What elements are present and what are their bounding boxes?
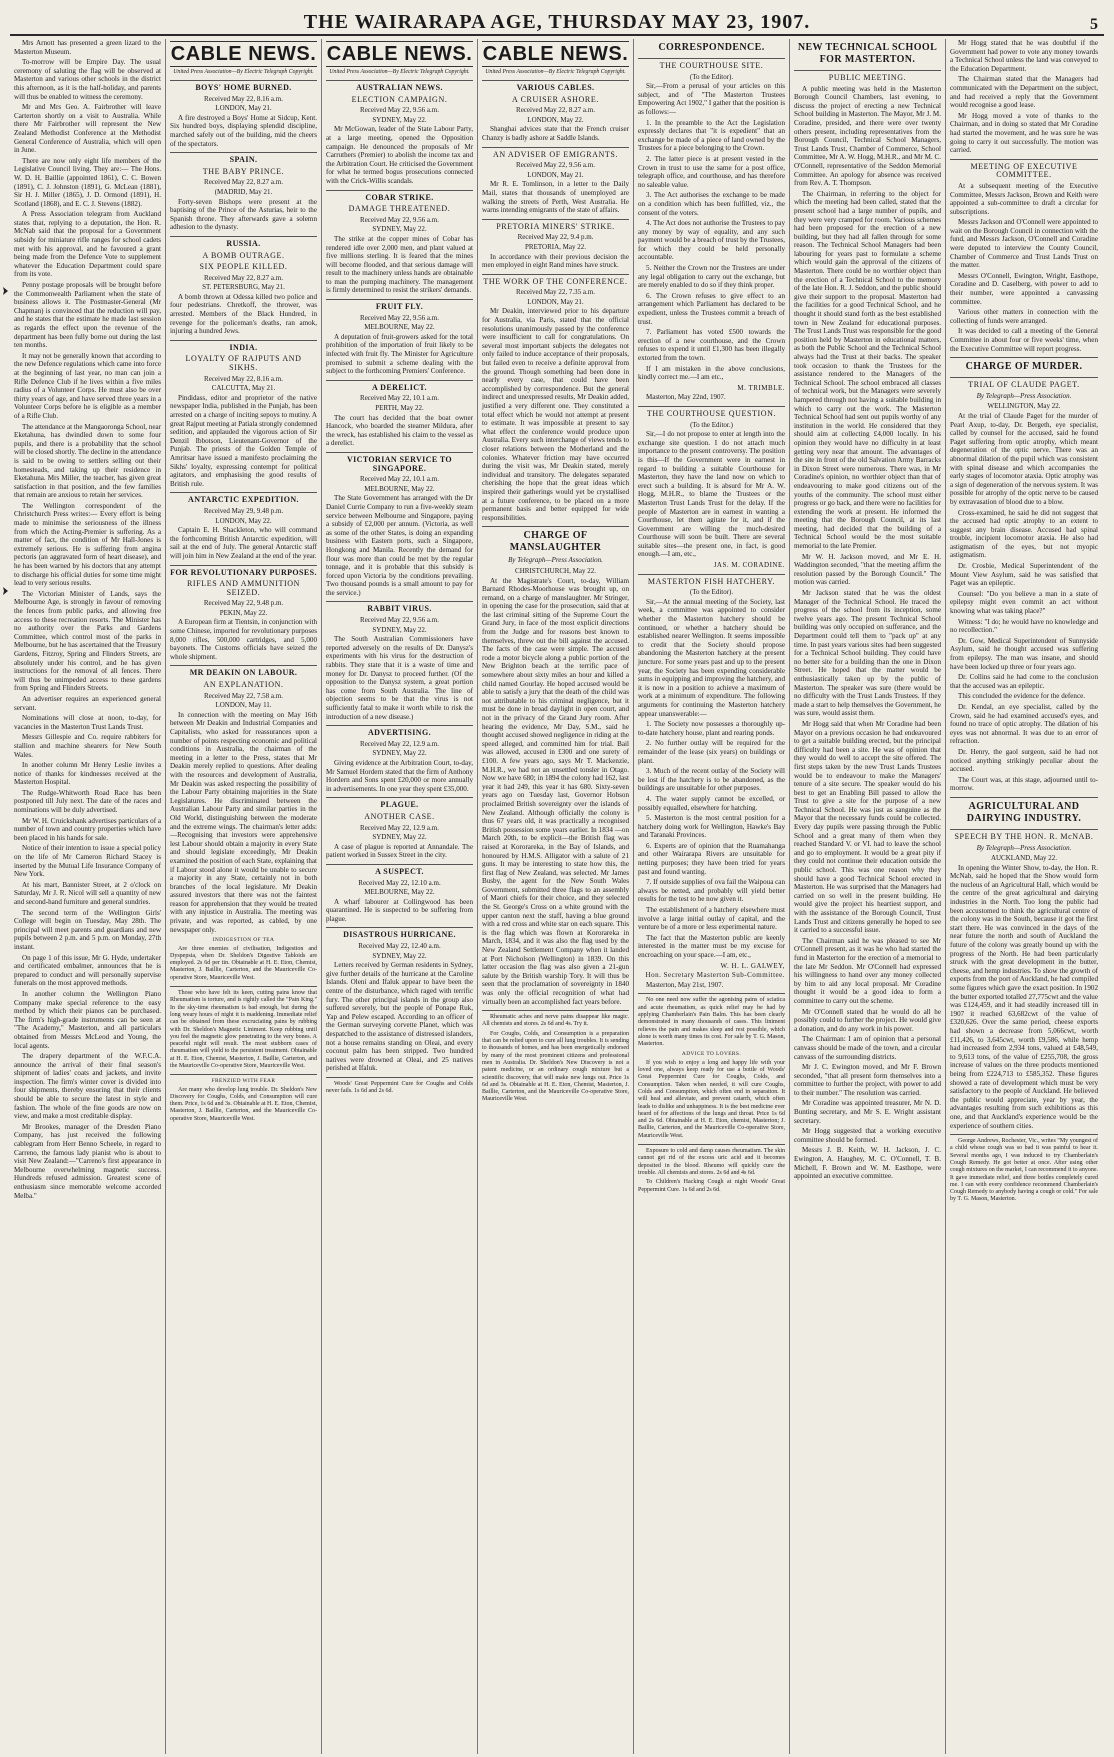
received-line: Received May 22, 8.16 a.m.	[204, 94, 283, 103]
news-paragraph: The Chairman said he was pleased to see Mr O'Connell present, as it was he who had started the fund in Masterton for the erection of a memorial to the late Mr Seddon. Mr O'Connell had expressed his willingness to hand over any money collected by him to aid any local proposal. Mr Coradine thought it would be a good idea to form a committee to carry out the scheme.	[794, 936, 941, 1005]
story-head: FOR REVOLUTIONARY PURPOSES.	[170, 567, 317, 577]
divider	[326, 797, 473, 798]
column-6	[790, 39, 946, 1754]
news-paragraph: At his mart, Bannister Street, at 2 o'clock on Saturday, Mr J. R. Nicol will sell a quantity of new and second-hand furniture and general sundries.	[14, 880, 161, 906]
story-head: BOYS' HOME BURNED.	[195, 83, 292, 92]
news-paragraph: In another column the Wellington Piano Company make special reference to the easy method by which their pianos can be purchased. The firm's high-grade instruments can be seen at "The Academy," Masterton, and all particulars obtained from Messrs McLeod and Young, the local agents.	[14, 989, 161, 1050]
story-head: PRETORIA MINERS' STRIKE.	[496, 221, 615, 231]
news-paragraph: Dr. Henry, the gaol surgeon, said he had not noticed anything strikingly peculiar about the accused.	[950, 747, 1098, 774]
ad-text: George Andrews, Rochester, Vic., writes "My youngest of a child whose cough was so bad it was painful to hear it. Several months ago, I was induced to try Chamberlain's Cough Remedy. He got better at once. After using other cough mixtures on the market, I can recommend it to anyone. It gave immediate relief, and three bottles completely cured me. I can with every confidence recommend Chamberlain's Cough Remedy to anybody having a cough or cold." For sale by T. G. Mason, Masterton.	[950, 1138, 1098, 1203]
correspondence-head: CORRESPONDENCE.	[658, 42, 765, 53]
story-head: DISASTROUS HURRICANE.	[343, 930, 456, 940]
agriculture-head: AGRICULTURAL AND DAIRYING INDUSTRY.	[966, 800, 1082, 824]
manslaughter-head: CHARGE OF MANSLAUGHTER	[509, 530, 602, 554]
story-head: RUSSIA.	[226, 238, 261, 248]
news-paragraph: The Victorian Minister of Lands, says the Melbourne Age, is strongly in favour of removing the fences from public parks, and allowing free access to these recreation resorts. The Minister has no authority over the Parks and Gardens Committee, which control most of the parks in Melbourne, but he has ascertained that the Treasury Gardens, Fitzroy, Spring and Flinders Streets, are absolutely under his control, and he has given instructions for the removal of all fences. There will thus be unimpeded access to these gardens from Spring and Flinders Streets.	[14, 589, 161, 693]
letter-paragraph: 4. The water supply cannot be excelled, or possibly equalled, elsewhere for hatching.	[638, 794, 785, 812]
story-text: A fire destroyed a Boys' Home at Sidcup, Kent. Six hundred boys, displaying splendid discipline, marched safely out of the building, mid the cheers of the spectators.	[170, 113, 317, 148]
story-text: Mr McGowan, leader of the State Labour Party, at a large meeting, opened the Opposition campaign. He denounced the proposals of Mr Carruthers (Premier) to abolish the income tax and the Arbitration Court. He criticised the Government for what he termed bogus prosecutions connected with the Crick-Willis scandals.	[326, 125, 473, 185]
masthead	[10, 6, 1104, 36]
letter-paragraph: The establishment of a hatchery elsewhere must involve a large initial outlay of capital, and the venture be of a more or less experimental nature.	[638, 906, 785, 932]
story-text: In accordance with their previous decision the men employed in eight Rand mines have struck.	[482, 252, 629, 270]
divider	[794, 70, 941, 71]
story-text: A case of plague is reported at Annandale. The patient worked in Sussex Street in the city.	[326, 842, 473, 860]
news-paragraph: The Chairman: I am of opinion that a personal canvass should be made of the town, and a circular canvass of the surrounding districts.	[794, 1035, 941, 1061]
story-text: The court has decided that the boat owner Hancock, who boarded the steamer Mildura, after the wreck, has established his claim to the vessel as a derelict.	[326, 413, 473, 448]
divider	[950, 797, 1098, 798]
story-text: Letters received by German residents in Sydney, give further details of the hurricane at the Caroline Islands. Oleni and Ifaluk appear to have been the centre of the disturbance, which raged with terrific fury. The other principal islands in the group also suffered severely, but the people of Ponape Ruk, Yap and Pelew escaped. According to an officer of the German surveying corvette Planet, which was despatched to the assistance of distressed islanders, not a house remains standing on Oleai, and every coconut palm has been stripped. Two hundred natives were drowned at Oleai, and 25 natives perished at Ifaluk.	[326, 961, 473, 1073]
divider	[170, 565, 317, 566]
signature: JAS. M. CORADINE.	[713, 561, 785, 570]
received-line: Received May 22, 12.10 a.m.	[358, 878, 441, 887]
letter-paragraph: 6. Experts are of opinion that the Ruamahanga and other Wairarapa Rivers are unsuitable for netting purposes; they have been tried for years past and found wanting.	[638, 841, 785, 876]
ad-text: Exposure to cold and damp causes rheumatism. The skin cannot get rid of the excess uric acid and it becomes deposited in the blood. Rheumo will quickly cure the trouble. All chemists and stores. 2s 6d and 4s 6d.	[638, 1148, 785, 1176]
news-paragraph: Messrs J. B. Keith, W. H. Jackson, J. C. Ewington, A. Haughey, M. C. O'Connell, T. B. Michell, F. Brown and W. M. Easthope, were appointed an executive committee.	[794, 1146, 941, 1181]
divider	[170, 340, 317, 341]
received-line: Received May 22, 10.1 a.m.	[360, 394, 439, 403]
columns	[10, 39, 1104, 1754]
ad-text: Those who have felt its keen, cutting pains know that Rheumatism is torture, and is rightly called the "Pain King." In the sky-time rheumatism is bad enough, but during the long weary hours of night it is maddening. Immediate relief can be obtained from these excruciating pains by rubbing with Dr. Sheldon's Magnetic Liniment. Keep rubbing until you feel the magnetic glow penetrating to the very bones. A peaceful night will result. The most stubborn cases of rheumatism will yield to the persistent treatment. Obtainable at H. E. Eton, Chemist, Masterton, J. Baillie, Carterton, and the Mauriceville Co-operative Store, Mauriceville West.	[170, 990, 317, 1069]
news-paragraph: It may not be generally known that according to the new Defence regulations which came into force at the beginning of last year, no man can join a Rifle Defence Club if he lives within a five miles radius of a Volunteer Corps. He must also be over thirty years of age, and have served three years in a Volunteer Corps before he is eligible as a member of a Rifle Club.	[14, 351, 161, 420]
divider	[326, 927, 473, 928]
news-paragraph: Mr Hogg stated that he was doubtful if the Government had power to vote any money towards a Technical School unless the land was conveyed to the Education Department.	[950, 39, 1098, 73]
press-association-line: United Press Association—By Electric Telegraph Copyright.	[173, 69, 314, 75]
letter-paragraph: 4. The Act does not authorise the Trustees to pay any money by way of equality, and any such payment would be a breach of trust by the Trustees, for which they could be held personally accountable.	[638, 219, 785, 262]
letter-paragraph: Sir,—I do not propose to enter at length into the exchange site question. I do not attach much importance to the present controversy. The position is this—If the Government were in earnest in regard to building a suitable Courthouse for Masterton, they have the land now on which to erect such a building. It is absurd for Mr A. W. Hogg, M.H.R., to blame the Trustees or the Masterton Trust Lands Trust for the delay. If the people of Masterton are in earnest in wanting a Courthouse, let them agitate for it, and if the Government are willing the much-desired Courthouse will soon be built. There are several suitable sites—the present one, in fact, is good enough.—I am, etc.,	[638, 430, 785, 559]
story-text: A European firm at Tientsin, in conjunction with some Chinese, imported for revolutionary purposes 8,000 rifles, 500,000 cartridges, and 5,000 bayonets. The Customs officials have seized the whole shipment.	[170, 618, 317, 661]
news-paragraph: To-morrow will be Empire Day. The usual ceremony of saluting the flag will be observed at Masterton and various other schools in the district this afternoon, as it is the half-holiday, and parents will thus be enabled to witness the ceremony.	[14, 58, 161, 101]
divider	[326, 725, 473, 726]
story-head: A SUSPECT.	[375, 866, 424, 876]
divider	[482, 526, 629, 527]
divider	[326, 380, 473, 381]
news-paragraph: The Wellington correspondent of the Christchurch Press writes:— Every effort is being made to minimise the seriousness of the illness from which the Acting-Premier is suffering. As a matter of fact, the condition of Mr Hall-Jones is extremely serious. He is suffering from angina pectoris (an aggravated form of heart disease), and he has been warned by his doctors that any attempt to discharge his official duties for some time might lead to very serious results.	[14, 501, 161, 588]
ad-text: Rheumatic aches and nerve pains disappear like magic. All chemists and stores. 2s 6d and 4s. Try it.	[482, 1014, 629, 1028]
dateline: PRETORIA, May 22.	[525, 242, 586, 251]
news-paragraph: The Rudge-Whitworth Road Race has been postponed till July next. The date of the races and nominations will be duly advertised.	[14, 788, 161, 815]
story-subhead: ELECTION CAMPAIGN.	[351, 94, 448, 104]
ad-head: INDIGESTION OF TEA	[212, 937, 275, 944]
story-head: THE WORK OF THE CONFERENCE.	[483, 276, 628, 286]
letter-paragraph: 2. No further outlay will be required for the remainder of the lease (six years) on buildings or plant.	[638, 739, 785, 765]
news-paragraph: Mr W. H. Jackson moved, and Mr E. H. Waddington seconded, "that the meeting affirm the resolution passed by the Borough Council." The motion was carried.	[794, 552, 941, 587]
dateline: MELBOURNE, May 22.	[364, 888, 435, 897]
divider	[326, 601, 473, 602]
news-paragraph: It was decided to call a meeting of the General Committee in about four or five weeks' time, when the Executive Committee will report progress.	[950, 327, 1098, 353]
signature: W. H. L. GALWEY,	[720, 961, 785, 970]
story-head: PLAGUE.	[380, 800, 419, 810]
story-head: AN ADVISER OF EMIGRANTS.	[492, 149, 619, 159]
received-line: Received May 22, 12.40 a.m.	[358, 942, 441, 951]
letter-paragraph: If I am mistaken in the above conclusions, kindly correct me.—I am etc.,	[638, 364, 785, 382]
divider	[482, 274, 629, 275]
advertisement	[170, 937, 317, 1123]
news-paragraph: Mr Jackson stated that he was the oldest Manager of the Technical School. He traced the progress of the school from its inception, some twelve years ago. The present Technical School building was only occupied on sufferance, and the Department could tell them to "pack up" at any time. In past years various sites had been suggested for a Technical School building. They could have no better site for a building than the one in Dixon Street. He hoped that the matter would be enthusiastically taken up by the public of Masterton. The speaker was sure (there would be no difficulty with the Trust Lands Trustees. If they made a start to help themselves the Government, he was sure, would assist them.	[794, 589, 941, 718]
dateline: LONDON, May 21.	[527, 170, 584, 179]
dateline: SYDNEY, May 22.	[372, 225, 427, 234]
ad-text: For Coughs, Colds, and Consumption is a preparation that can be relied upon to cure all lung troubles. It is sending to thousands of homes, and has been energetically endorsed by many of the most prominent citizens and professional men in Australia. Dr. Sheldon's New Discovery is not a patent medicine, or an ordinary cough mixture but a scientific discovery, that will make new lungs out. Price 1s 6d and 3s. Obtainable at H. E. Eton, Chemist, Masterton, J. Baillie, Carterton, and the Mauriceville Co-operative Store, Mauriceville West.	[482, 1030, 629, 1103]
divider	[950, 159, 1098, 160]
story-text: The State Government has arranged with the Dr Daniel Currie Company to run a five-weekly steam service between Melbourne and Singapore, paying a subsidy of £2,000 per annum. (Victoria, as well as some of the other States, is doing an expanding business with Eastern ports, such a Singapore, Hongkong and Manila. Recently the demand for flour was more than could be met by the regular tonnage, and it is probable that this subsidy is forced upon Victoria by the conditions prevailing. Two thousand pounds is a small amount to pay for the service.)	[326, 494, 473, 597]
cable-news-banner: CABLE NEWS.	[482, 43, 629, 65]
story-text: The South Australian Commissioners have reported adversely on the results of Dr. Danysz's experiments with his virus for the destruction of rabbits. They state that it is a waste of time and money for Dr. Danysz to proceed further. (Of the opposition to the Danysz system, a great portion has come from South Australia. The line of objection seems to be that the virus is not sufficiently fatal to make it worth while to risk the introduction of a new disease.)	[326, 635, 473, 721]
news-paragraph: Dr. Crosbie, Medical Superintendent of the Mount View Asylum, said he was satisfied that Paget was an epileptic.	[950, 562, 1098, 588]
received-line: Received May 22, 9.56 a.m.	[360, 106, 439, 115]
ad-text: Woods' Great Peppermint Cure for Coughs and Colds never fails. 1s 6d and 2s 6d.	[326, 1080, 473, 1095]
news-paragraph: Various other matters in connection with the collecting of funds were arranged.	[950, 308, 1098, 325]
news-paragraph: Mr Coradine was appointed treasurer, Mr N. D. Bunting secretary, and Mr S. E. Wright assistant secretary.	[794, 1099, 941, 1125]
dateline: MELBOURNE, May 22.	[364, 323, 435, 332]
news-paragraph: Mr O'Connell stated that he would do all he possibly could to further the project. He would give a donation, and do any work in his power.	[794, 1007, 941, 1033]
news-paragraph: Messrs Jackson and O'Connell were appointed to wait on the Borough Council in connection with the fund, and Messrs Jackson, O'Connell and Coradine were deputed to interview the County Council, Chamber of Commerce and Trust Lands Trust on the matter.	[950, 218, 1098, 270]
story-subhead: RIFLES AND AMMUNITION SEIZED.	[186, 579, 301, 597]
dateline: SYDNEY, May 22.	[372, 625, 427, 634]
story-head: RABBIT VIRUS.	[367, 604, 432, 614]
story-subhead: SIX PEOPLE KILLED.	[199, 262, 288, 272]
news-paragraph: A Press Association telegram from Auckland states that, replying to a deputation, the Hon. R. McNab said that the proposal for a Government subsidy for miniature rifle ranges for school cadets met with his approval, and he favoured a grant being made from the Defence Vote to supplement whatever the Education Department could spare from its vote.	[14, 210, 161, 279]
ad-text: No one need now suffer the agonising pains of sciatica and acute rheumatism, as quick relief may be had by applying Chamberlain's Pain Balm. This has been clearly demonstrated in many thousands of cases. This liniment relieves the pain and makes sleep and rest possible, which alone is worth many times its cost. For sale by T. G. Mason, Masterton.	[638, 997, 785, 1048]
divider	[326, 452, 473, 453]
news-paragraph: Mr Brookes, manager of the Dresden Piano Company, has just received the following cablegram from Herr Benno Scheele, in regard to Carreno, the famous lady pianist who is about to visit New Zealand:—"Carreno's first appearance in Melbourne overwhelming magnetic success. Hundreds refused admission. Greatest scene of enthusiasm since memorable welcome accorded Melba."	[14, 1122, 161, 1200]
masthead-title: THE WAIRARAPA AGE, THURSDAY MAY 23, 1907.	[303, 11, 811, 33]
news-paragraph: Mr Hogg moved a vote of thanks to the Chairman, and in doing so stated that Mr Coradine had started the movement, and he was sure he was going to carry it out successfully. The motion was carried.	[950, 111, 1098, 155]
story-subhead: TRIAL OF CLAUDE PAGET.	[968, 380, 1080, 390]
letter-title: THE COURTHOUSE QUESTION.	[646, 408, 777, 418]
divider	[170, 665, 317, 666]
story-subhead: A BOMB OUTRAGE.	[202, 250, 285, 260]
murder-head: CHARGE OF MURDER.	[965, 361, 1083, 373]
letter-paragraph: 3. Much of the recent outlay of the Society will be lost if the hatchery is to be abandoned, as the buildings are unsuitable for other purposes.	[638, 767, 785, 793]
ad-head: FRENZIED WITH FEAR	[211, 1078, 276, 1085]
received-line: Received May 22, 7.35 a.m.	[516, 288, 595, 297]
story-text: Captain E. H. Shackleton, who will command the forthcoming British Antarctic expedition, will sail at the end of July. The general Antarctic staff will join him in New Zealand at the end of the year.	[170, 526, 317, 560]
news-paragraph: At the trial of Claude Paget for the murder of Pearl Axup, to-day, Dr. Bergeth, eye specialist, called by counsel for the accused, said he found Paget suffering from optic atrophy, which meant degeneration of the optic nerve. There was an abnormal dilation of the pupil which was consistent with spinal disease and which accompanies the early stages of locomotor ataxia. Optic atrophy was a sign of degeneration of the nervous system. It was possible for atrophy of the optic nerve to be caused by extravasation of blood due to a blow.	[950, 411, 1098, 506]
story-text: Mr R. E. Tomlinson, in a letter to the Daily Mail, states that thousands of unemployed are walking the streets of Perth, West Australia. He warns intending emigrants of the state of affairs.	[482, 180, 629, 215]
divider	[638, 574, 785, 575]
letter-date: Masterton, May 21st, 1907.	[646, 980, 724, 989]
letter-paragraph: Sir,—At the annual meeting of the Society, last week, a committee was appointed to consider whether the Masterton hatchery should be continued, or whether a hatchery should be established nearer Wellington. It seems impossible to credit that the Society should propose abandoning the Masterton hatchery at the present juncture. For some years past and up to the present year, the Society has been expending considerable sums in equipping and improving the hatchery, and it is now in a position to achieve a maximum of work at a minimum of expenditure. The following arguments for continuing the Masterton hatchery appear unanswerable:—	[638, 597, 785, 718]
letter-title: THE COURTHOUSE SITE.	[659, 61, 764, 70]
story-subhead: ANOTHER CASE.	[364, 811, 435, 821]
ad-head: ADVICE TO LOVERS.	[681, 1051, 742, 1058]
dateline: SYDNEY, May 22.	[372, 833, 427, 842]
column-7	[946, 39, 1102, 1754]
dateline: SYDNEY, May 22.	[372, 951, 427, 960]
editor-line: (To the Editor.)	[690, 420, 733, 429]
news-paragraph: Mr W. H. Cruickshank advertises particulars of a number of town and country properties which have been placed in his hands for sale.	[14, 816, 161, 842]
divider	[170, 152, 317, 153]
news-paragraph: Nominations will close at noon, to-day, for vacancies in the Masterton Trust Lands Trust.	[14, 714, 161, 731]
news-paragraph: The Court was, at this stage, adjourned until to-morrow.	[950, 775, 1098, 793]
news-paragraph: In another column Mr Henry Leslie invites a notice of thanks for kindnesses received at the Masterton Hospital.	[14, 761, 161, 787]
ad-text: To Children's Hacking Cough at night Woods' Great Peppermint Cure. 1s 6d and 2s 6d.	[638, 1179, 785, 1193]
divider	[482, 1010, 629, 1011]
ad-text: Are many who develop lung trouble. Dr. Sheldon's New Discovery for Coughs, Colds, and Consumption will cure them. Price, 1s 6d and 3s. Obtainable at H. E. Eton, Chemist, Masterton, J. Baillie, Carterton, and the Mauriceville Co-operative Store, Mauriceville West.	[170, 1086, 317, 1122]
dateline: LONDON, May 11.	[215, 701, 272, 710]
signature: M. TRIMBLE.	[737, 383, 785, 392]
received-line: Received May 22, 10.1 a.m.	[360, 475, 439, 484]
story-head: A DERELICT.	[372, 382, 427, 392]
divider	[326, 190, 473, 191]
received-line: Received May 22, 9.56 a.m.	[360, 215, 439, 224]
story-text: A bomb thrown at Odessa killed two police and four pedestrians. Chretkoff, the thrower, was arrested. Members of the Black Hundred, in revenge for the policeman's deaths, ran amok, injuring a hundred Jews.	[170, 292, 317, 336]
news-paragraph: Penny postage proposals will be brought before the Commonwealth Parliament when the state of business allows it. The Postmaster-General (Mr Chapman) is convinced that the reduction will pay, and he states that the estimate he made last session as regards the effect upon the revenue of the department has been fully borne out during the last ten months.	[14, 281, 161, 350]
letter-paragraph: 1. The Society now possesses a thoroughly up-to-date hatchery house, plant and rearing ponds.	[638, 720, 785, 737]
advertisement	[638, 997, 785, 1193]
divider	[638, 58, 785, 59]
received-line: Received May 22, 9.4 p.m.	[517, 233, 594, 242]
news-paragraph: In opening the Winter Show, to-day, the Hon. R. McNab, said he hoped that the Show would form the nucleus of an Agricultural Hall, which would be the centre of the great agricultural and dairying industries in the North. Too long the public had been accustomed to think the agricultural centre of the colony was in the South, because it got the first start there. He was convinced in the days of the near future the north and south of Auckland the future of the colony was greatly bound up with the progress of the North. He had been particularly struck with the great development in the butter, cheese, and hemp industries. To show the growth of exports from the port of Auckland, he had compiled some figures which gave the exact position. In 1902 the butter exported totalled 27,775cwt and the value was £124,459, and it had steadily increased till in 1907 it reached 63,682cwt of the value of £320,626. Over the same period, cheese exports had shown a decrease from 5,066cwt, worth £11,426, to 3,645cwt, worth £9,586, while hemp had increased from 2,934 tons, valued at £48,549, to 9,613 tons, of the value of £255,708, the gross increase of values on the three products mentioned being from £224,713 to £585,352. These figures showed a rate of development which must be very satisfactory to the people of Auckland. He believed the public would appreciate, year by year, the advantages resulting from such exhibitions as this one, and that Auckland's experience would be the experience of southern cities.	[950, 863, 1098, 1130]
received-line: Received May 22, 8.27 a.m.	[516, 106, 595, 115]
story-head: VICTORIAN SERVICE TO SINGAPORE.	[346, 454, 453, 473]
letter-paragraph: 6. The Crown refuses to give effect to an arrangement which Parliament has declared to be expedient, unless the Trustees commit a breach of trust.	[638, 291, 785, 326]
story-head: MR DEAKIN ON LABOUR.	[189, 668, 298, 678]
story-text: A deputation of fruit-growers asked for the total prohibition of the importation of fruit likely to be infected with fruit fly. The Minister for Agriculture promised to submit a scheme dealing with the subject to the forthcoming Premiers' Conference.	[326, 332, 473, 376]
story-head: FRUIT FLY.	[375, 302, 424, 312]
news-paragraph: Mr and Mrs Geo. A. Fairbrother will leave Carterton shortly on a visit to Australia. While there Mr Fairbrother will represent the New Zealand Methodist Conference at the Methodist General Conference of Australia, which will open in June.	[14, 103, 161, 155]
story-head: AUSTRALIAN NEWS.	[356, 83, 443, 92]
divider	[170, 236, 317, 237]
cable-news-banner: CABLE NEWS.	[170, 43, 317, 65]
story-head: COBAR STRIKE.	[365, 192, 434, 202]
received-line: Received May 22, 8.27 a.m.	[204, 273, 283, 282]
dateline: WELLINGTON, May 22.	[987, 402, 1061, 411]
divider	[638, 406, 785, 407]
story-subhead: LOYALTY OF RAJPUTS AND SIKHS.	[185, 354, 302, 373]
news-paragraph: Cross-examined, he said he did not suggest that the accused had optic atrophy to an extent to suggest any brain disease. Accused had spinal trouble, incipient locomotor ataxia. He also had astigmatism of the eyes, but not myopic astigmatism.	[950, 508, 1098, 560]
received-line: Received May 22, 7.58 a.m.	[204, 691, 283, 700]
dateline: LONDON, May 21.	[215, 104, 272, 113]
divider	[482, 147, 629, 148]
dateline: SYDNEY, May 22.	[372, 115, 427, 124]
news-paragraph: Mr Hogg suggested that a working executive committee should be formed.	[794, 1127, 941, 1144]
editor-line: (To the Editor).	[689, 588, 734, 597]
letter-paragraph: 3. The Act authorises the exchange to be made on a condition which has been fulfilled, viz., the consent of the voters.	[638, 191, 785, 217]
signature-title: Hon. Secretary Masterton Sub-Committee.	[645, 971, 785, 980]
received-line: Received May 22, 12.9 a.m.	[360, 739, 439, 748]
dateline: MELBOURNE, May 22.	[364, 484, 435, 493]
story-text: Giving evidence at the Arbitration Court, to-day, Mr Samuel Hordern stated that the firm of Anthony Hordern and Sons spent £20,000 or more annually in advertisements. In one year they spent £35,000.	[326, 758, 473, 793]
divider	[326, 1077, 473, 1078]
page-number: 5	[1090, 16, 1098, 33]
column-4	[478, 39, 634, 1754]
column-5	[634, 39, 790, 1754]
news-paragraph: Messrs Gillespie and Co. require rabbiters for stallion and machine shearers for New South Wales.	[14, 733, 161, 759]
ad-text: Are three enemies of civilisation, Indigestion and Dyspepsia, when Dr. Sheldon's Digestive Tabloids are employed. 2s 6d per tin. Obtainable at H. E. Eton, Chemist, Masterton, J. Baillie, Carterton, and the Mauriceville Co-operative Store, Mauriceville West.	[170, 945, 317, 981]
news-paragraph: Notice of their intention to issue a special policy on the life of Mr Cameron Richard Stacey is inserted by the Mutual Life Insurance Company of New York.	[14, 844, 161, 879]
letter-paragraph: 5. Masterton is the most central position for a hatchery doing work for Wellington, Hawke's Bay and Taranaki Provinces.	[638, 814, 785, 840]
byline: By Telegraph—Press Association.	[508, 556, 603, 565]
received-line: Received May 22, 8.27 a.m.	[204, 178, 283, 187]
letter-paragraph: Sir,—From a perusal of your articles on this subject, and of "The Masterton Trustees Empowering Act 1902," I gather that the position is as follows:—	[638, 82, 785, 116]
received-line: Received May 22, 9.56 a.m.	[360, 313, 439, 322]
dateline: CALCUTTA, May 21.	[211, 384, 276, 393]
letter-paragraph: 2. The latter piece is at present vested in the Crown in trust to use the same for a post office, telegraph office, and courthouse, and has therefore no saleable value.	[638, 154, 785, 189]
dateline: CHRISTCHURCH, May 22.	[515, 566, 596, 575]
story-text: At the Magistrate's Court, to-day, William Barnard Rhodes-Moorhouse was brought up, on remand, on a charge of manslaughter. Mr Stringer, in opening the case for the prosecution, said that at the last criminal sitting of the Supreme Court the Grand Jury, in face of the most explicit directions from the Judge and for reasons best known to themselves, threw out the bill against the accused. The facts of the case were simple. The accused rode a motor bicycle along a public portion of the New Brighton beach at the terrific pace of somewhere about sixty miles an hour and killed a child named Gourlay. He hoped accused would be able to satisfy a jury that the death of the child was not attributable to his criminal negligence, but it must be done in broad daylight in open court, and not in the privacy of the Grand Jury room. After hearing the evidence, Mr Day, S.M., said he thought accused showed negligence in riding at the speed alleged, and committed him for trial. Bail was allowed, accused in £300 and one surety of £100. A few years ago, says Mr T. Mackenzie, M.H.R., we had not an unsettled tonsler in Otago. Now we have 680; in 1894 the colony had 162, last year it had 249, this year it has 680. Sixty-seven years ago on Tuesday last, Governor Hobson proclaimed British sovereignty over the islands of New Zealand. Although officially the colony is thus 67 years old, it was practically a recognised British possession some years earlier. In 1834 —on March 20th, to be explicit—the British flag was raised at Kororareka, in the Bay of Islands, and honoured by H.M.S. Alligator with a salute of 21 guns. It may be interesting to state how this, the first flag of New Zealand, was selected. Mr James Busby, the agent for the New South Wales Government, submitted three flags to an assembly of Maori chiefs for their choice, and they selected the St. George's Cross on a white ground with the upper canton next the staff, having a blue ground with a red cross and white star on each square. This is the flag which was flown at Kororareka in March, 1834, and it was also the flag used by the New Zealand Settlement Company when it landed at Port Nicholson (Wellington) in 1839. On this latter occasion the flag was also given a 21-gun salute by the British warship Tory. It will thus be seen that the proclamation of sovereignty in 1840 was only the official recognition of what had virtually been an accomplished fact years before.	[482, 576, 629, 1006]
byline: By Telegraph—Press Association.	[976, 391, 1072, 400]
divider	[638, 1144, 785, 1145]
dateline: AUCKLAND, May 22.	[990, 854, 1058, 863]
press-association-line: United Press Association—By Electric Telegraph Copyright.	[485, 69, 626, 75]
dateline: LONDON, May 22.	[527, 115, 584, 124]
story-head: ANTARCTIC EXPEDITION.	[188, 495, 299, 505]
story-subhead: AN EXPLANATION.	[203, 680, 284, 690]
letter-paragraph: 7. Parliament has voted £500 towards the erection of a new courthouse, and the Crown refuses to expend it until £1,300 has been illegally extorted from the town.	[638, 328, 785, 362]
divider	[950, 1134, 1098, 1135]
news-paragraph: Dr. Collins said he had come to the conclusion that the accused was an epileptic.	[950, 673, 1098, 690]
divider	[326, 80, 473, 81]
story-subhead: PUBLIC MEETING.	[828, 73, 907, 82]
column-2	[166, 39, 322, 1754]
story-text: A wharf labourer at Collingwood has been quarantined. He is suspected to be suffering from plague.	[326, 897, 473, 923]
received-line: Received May 22, 12.9 a.m.	[360, 823, 439, 832]
pointing-hand-icon	[2, 286, 9, 296]
received-line: Received May 22, 9.48 p.m.	[203, 599, 284, 608]
story-head: SPAIN.	[229, 155, 258, 165]
divider	[170, 492, 317, 493]
letter-paragraph: 5. Neither the Crown nor the Trustees are under any legal obligation to carry out the exchange, but are merely enabled to do so if they think proper.	[638, 264, 785, 290]
dateline: PERTH, May 22.	[375, 404, 424, 412]
story-text: Pindidass, editor and proprietor of the native newspaper India, published in the Punjab, has been arrested on a charge of inciting sepoys to mutiny. A great Rajput meeting at Patiala strongly condemned sedition, and applauded the vigorous action of Sir Denzil Ibbotson, Lieutenant-Governor of the Punjab. The priests of the Golden Temple of Amritsar have issued a manifesto proclaiming the Sikhs' loyalty, expressing contempt for political agitators, and emphasising the good results of British rule.	[170, 393, 317, 488]
story-text: The strike at the copper mines of Cobar has rendered idle over 2,000 men, and plant valued at five millions sterling. It is feared that the mines will become flooded, and that serious damage will result to the machinery unless hands are obtainable to man the pumping machinery. The management is firmly determined to resist the strikers' demands.	[326, 234, 473, 295]
dateline: PEKIN, May 22.	[219, 608, 268, 617]
news-paragraph: Messrs O'Connell, Ewington, Wright, Easthope, Coradine and D. Caselberg, with power to add to their number, were appointed a canvassing committee.	[950, 271, 1098, 306]
story-subhead: THE BABY PRINCE.	[202, 166, 285, 176]
news-paragraph: Counsel: "Do you believe a man in a state of epilepsy might even commit an act without knowing what was taking place?"	[950, 589, 1098, 616]
news-paragraph: This concluded the evidence for the defence.	[958, 692, 1086, 701]
received-line: Received May 22, 9.56 a.m.	[516, 161, 595, 170]
letter-paragraph: 7. If outside supplies of ova fail the Waipoua can always be netted, and probably will yield better results for the test to be now given it.	[638, 878, 785, 904]
news-paragraph: Dr. Gow, Medical Superintendent of Sunnyside Asylum, said he thought accused was suffering from epilepsy. The man was insane, and should have been locked up three or four years ago.	[950, 636, 1098, 671]
letter-paragraph: 1. In the preamble to the Act the Legislation expressly declares that "it is expedient" that an exchange be made of a piece of land owned by the Trustees for a piece belonging to the Crown.	[638, 118, 785, 153]
news-paragraph: The Chairman, in referring to the object for which the meeting had been called, stated that the present school had a large number of pupils, and they were very cramped for room. Various schemes had been proposed for the erection of a new building, but they had all fallen through for some reason. The Technical School Managers had been labouring for years past to formulate a scheme which would gain the approval of the citizens of Masterton. There could be no worthier object than the erection of a Technical School to the memory of the late Hon. R. J. Seddon, and the public should give their support to the proposal. Masterton had the facilities for a good Technical School, and he thought it should stand forth as the best established town in New Zealand for educational purposes. The Trust Lands Trust was responsible for the good position held by Masterton in educational matters, as both the Public School and the Technical School always had the Trust at their backs. The speaker took occasion to thank the Trustees for the assistance rendered to the Managers of the Technical School. The school embraced all classes of technical work, but the Managers were severely hampered through not having a suitable building in which to carry out the work. The Masterton Technical School had sent out pupils worthy of any institution in the world. He considered that they should aim at collecting £4,000 locally. In his opinion they would have no difficulty in at least getting very near that amount. The advantages of the site in front of the old Salvation Army Barracks in Dixon Street were numerous. There was, in Mr Coradine's opinion, no worthier object than that of endeavouring to make good citizens out of the youths of the community. The school must either progress or go back, and there were no facilities for extending the work at present. He informed the meeting that the Borough Council, at its last meeting, had decided that the building of a Technical School would be the most suitable memorial to the late Premier.	[794, 189, 941, 551]
divider	[950, 377, 1098, 378]
story-subhead: SPEECH BY THE HON. R. McNAB.	[954, 831, 1094, 841]
story-text: Mr Deakin, interviewed prior to his departure for Australia, via Paris, stated that the official resolutions unanimously passed by the conference were insufficient to call for congratulations. On several most important subjects the delegates not only failed to induce acceptance of their proposals, but failed even to receive a definite approval from the ground. Though something had been done in nearly every case, that could have been accomplished by correspondence. But the general indirect and unexpressed results, Mr Deakin added, justified a very different one. They constituted a total effect which he would not attempt at present to estimate. It was impossible at present to say what effect the conference would produce upon Australia. Every such interchange of views tends to closer relations between the Motherland and the colonies. Whatever friction may have occurred during the visit was, Mr Deakin stated, merely individual and transitory. The delegates separated cherishing the hope that the great ideas which inspired their gatherings would yet be crystallised at a future conference, to be placed on a more permanent basis and better equipped for wide responsibilities.	[482, 307, 629, 522]
divider	[170, 80, 317, 81]
news-paragraph: Mrs Arnott has presented a green lizard to the Masterton Museum.	[14, 39, 161, 56]
news-paragraph: The attendance at the Mangaoronga School, near Eketahuna, has dwindled down to some four pupils, and there is a probability that the school will be closed shortly. The decline in the attendance is said to be owing to settlers selling out their homesteads, and taking up their residence in Eketahuna. Mrs Miller, the teacher, has given great satisfaction in that position, and the few families that remain are anxious to retain her services.	[14, 422, 161, 500]
story-subhead: A CRUISER ASHORE.	[512, 94, 599, 104]
news-paragraph: A public meeting was held in the Masterton Borough Council Chambers, last evening, to discuss the project of erecting a new Technical School building in Masterton. The Mayor, Mr J. M. Coradine, presided, and there were over twenty others present, including representatives from the Borough Council, Technical School Managers, Trust Lands Trust, Chamber of Commerce, School Committee, Mr A. W. Hogg, M.H.R., and Mr M. C. O'Connell, representative of the Seddon Memorial Committee. An apology for absence was received from Rev. A. T. Thompson.	[794, 84, 941, 188]
editor-line: (To the Editor).	[689, 72, 734, 81]
dateline: SYDNEY, May 22.	[372, 749, 427, 758]
ad-text: If you wish to enjoy a long and happy life with your loved one, always keep ready for use a bottle of Woods' Great Peppermint Cure for Coughs, Colds, and Consumption. Taken when needed, it will cure Coughs, Colds and Consumption, which often end in separation. It will heal and alleviate, and prevent catarrh, which often leads to dislike and unhappiness. It is the best medicine ever heard of for affections of the lungs and throat. Price 1s 6d and 2s 6d. Obtainable at H. E. Eton, chemist, Masterton; J. Baillie, Carterton, and the Mauriceville Co-operative Store, Mauriceville West.	[638, 1059, 785, 1139]
received-line: Received May 22, 8.16 a.m.	[204, 374, 283, 383]
divider	[950, 829, 1098, 830]
divider	[170, 1074, 317, 1075]
divider	[326, 299, 473, 300]
letter-title: MASTERTON FISH HATCHERY.	[647, 576, 776, 586]
divider	[638, 993, 785, 994]
story-subhead: MEETING OF EXECUTIVE COMMITTEE.	[970, 161, 1078, 180]
column-1	[10, 39, 166, 1754]
story-head: ADVERTISING.	[368, 728, 431, 738]
dateline: LONDON, May 21.	[527, 297, 584, 306]
dateline: LONDON, May 22.	[215, 516, 272, 525]
dateline: (MADRID, May 21.	[214, 187, 273, 196]
byline: By Telegraph—Press Association.	[976, 843, 1072, 852]
news-paragraph: An advertiser requires an experienced general servant.	[14, 694, 161, 712]
divider	[170, 986, 317, 987]
story-subhead: DAMAGE THREATENED.	[348, 204, 451, 214]
divider	[326, 864, 473, 865]
technical-school-head: NEW TECHNICAL SCHOOL FOR MASTERTON.	[797, 42, 938, 65]
divider	[950, 357, 1098, 358]
received-line: Received May 22, 9.56 a.m.	[360, 616, 439, 625]
letter-paragraph: The fact that the Masterton public are keenly interested in the matter must be my excuse for encroaching on your space.—I am, etc.,	[638, 933, 785, 959]
story-head: VARIOUS CABLES.	[516, 83, 595, 92]
dateline: ST. PETERSBURG, May 21.	[202, 283, 285, 292]
news-paragraph: The drapery department of the W.F.C.A. announce the arrival of their final season's shipment of ladies' coats and jackets, and invite inspection. The firm's winter cover is divided into four shipments, thereby ensuring that their clients should be able to secure the latest in style and fashion. The whole of the fine goods are now on view, and make a most creditable display.	[14, 1052, 161, 1121]
story-text: Forty-seven Bishops were present at the baptising of the Prince of the Asturias, heir to the Spanish throne. They afterwards gave a solemn adhesion to the dynasty.	[170, 197, 317, 232]
letter-date: Masterton, May 22nd, 1907.	[646, 393, 726, 402]
story-text: Shanghai advices state that the French cruiser Chanzy is badly ashore at Saddle Islands.	[482, 125, 629, 142]
press-association-line: United Press Association—By Electric Telegraph Copyright.	[329, 69, 470, 75]
news-paragraph: On page 1 of this issue, Mr G. Hyde, undertaker and certificated embalmer, announces that he is prepared to conduct and will personally supervise funerals on the most approved methods.	[14, 953, 161, 988]
received-line: Received May 29, 9.48 p.m.	[203, 506, 284, 515]
column-3	[322, 39, 478, 1754]
pointing-hand-icon	[2, 586, 9, 596]
story-text: In connection with the meeting on May 16th between Mr Deakin and Industrial Companies and Capitalists, who asked for reassurances upon a number of points respecting economic and political conditions in Australia, the chairman of the meeting in a letter to the Press, states that Mr Deakin merely replied to questions. After dealing with the resources and development of Australia, Mr Deakin was asked respecting the possibility of the Labour Party obtaining majorities in the State Legislatures. He discriminated between the Australian Labour Party and similar parties in the Old World, distinguishing between the moderate and the extreme wings. The chairman's letter adds:—Recognising that investors were apprehensive lest Labour should obtain a majority in every State and should legislate exceedingly, Mr Deakin examined the position of each State, explaining that if Labour stood alone it would be unable to secure a majority in any State, certainly not in both branches of the local legislature. Mr Deakin assured investors that there was not the faintest reason for apprehension that they would be treated with any injustice in Australia. The meeting was private, and was reported, as cabled, by one newspaper only.	[170, 710, 317, 934]
news-paragraph: There are now only eight life members of the Legislative Council living. They are:— The Hons. W. D. H. Baillie (appointed 1861), C. C. Bowen (1891), C. J. Johnston (1891), G. McLean (1881), Sir H. J. Miller (1865), J. D. Ormond (1891), H. Scotland (1868), and E. C. J. Stevens (1882).	[14, 156, 161, 208]
news-paragraph: The Chairman stated that the Managers had communicated with the Department on the subject, and had received a reply that the Government would recognise a good lease.	[950, 75, 1098, 110]
divider	[482, 80, 629, 81]
divider	[482, 219, 629, 220]
news-paragraph: Dr. Kendal, an eye specialist, called by the Crown, said he had examined accused's eyes, and found no trace of optic atrophy. The dilation of his eyes was not abnormal. It was due to an error of refraction.	[950, 702, 1098, 746]
news-paragraph: Witness: "I do; he would have no knowledge and no recollection."	[950, 617, 1098, 635]
news-paragraph: Mr Hogg said that when Mr Coradine had been Mayor on a previous occasion he had endeavoured to get a suitable building erected, but the principal difficulty had been a site. He was of opinion that they would do well to accept the site offered. The first steps taken by the new Trust Lands Trustees would be to endeavour to make the Managers' tenure of a site secure. The speaker would do his best to get an Enabling Bill passed to allow the Trust to give a site for the purpose of a new Technical School. He was just as sanguine as the Mayor that the necessary funds could be collected. Every day pupils were passing through the Public School and a great many of them when they reached Standard V. or VI. had to leave the school and go to employment. It would be a great pity if they could not continue their education outside the public school. This was one reason why they should have a good Technical School erected in Masterton. He was surprised that the Managers had carried on so well in the present building. He would give the project his heartiest support, and with the assistance of the Borough Council, Trust Lands Trust and citizens generally he hoped to see it carried to a successful issue.	[794, 719, 941, 935]
news-paragraph: The second term of the Wellington Girls' College will begin on Tuesday, May 28th. The principal will meet parents and guardians and new pupils between 2 p.m. and 5 p.m. on Monday, 27th instant.	[14, 908, 161, 951]
news-paragraph: At a subsequent meeting of the Executive Committee, Messrs Jackson, Brown and Keith were appointed a sub-committee to draft a circular for subscriptions.	[950, 181, 1098, 216]
story-head: INDIA.	[229, 342, 258, 352]
news-paragraph: Mr J. C. Ewington moved, and Mr F. Brown seconded, "that all present form themselves into a committee to further the project, with power to add to their number." The resolution was carried.	[794, 1063, 941, 1097]
cable-news-banner: CABLE NEWS.	[326, 43, 473, 65]
